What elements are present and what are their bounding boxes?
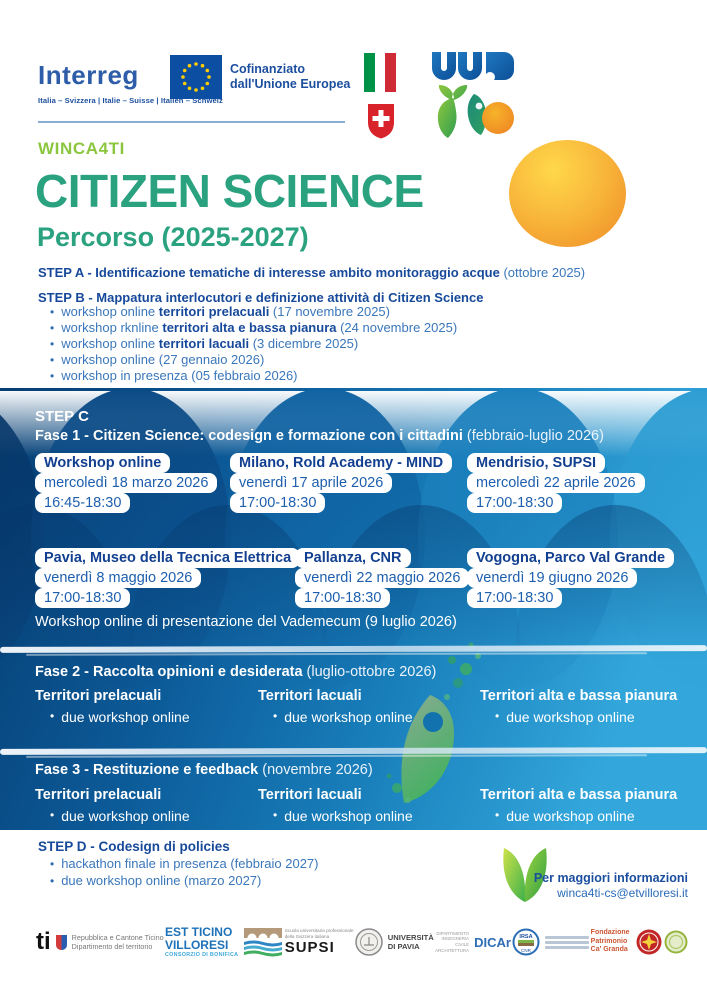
contact-email: winca4ti-cs@etvilloresi.it [557, 886, 688, 900]
brush-divider [0, 645, 707, 653]
territory-column [258, 688, 413, 725]
fase-1-title: Fase 1 - Citizen Science: codesign e formazione con i cittadini (febbraio-luglio 2026) [35, 428, 604, 444]
dicar-dept-text: ARCHITETTURA [435, 947, 470, 953]
event-card [295, 548, 469, 608]
event-title: Milano, Rold Academy - MIND [230, 453, 452, 473]
page-title: CITIZEN SCIENCE [35, 165, 424, 217]
cnr-mark: CNR [521, 948, 532, 953]
territory-bullet: • due workshop online [50, 709, 190, 725]
event-date: mercoledì 18 marzo 2026 [35, 473, 217, 493]
ticino-logo [36, 930, 164, 954]
event-time: 17:00-18:30 [467, 588, 562, 608]
partner-logo-strip [36, 916, 688, 968]
territory-heading: Territori prelacuali [35, 787, 162, 803]
pavia-logo [355, 928, 434, 956]
list-item: • workshop in presenza (05 febbraio 2026) [50, 368, 298, 383]
pavia-text: DI PAVIA [387, 942, 420, 951]
ca-granda-logo [591, 928, 663, 956]
ticino-text: Dipartimento del territorio [71, 942, 153, 951]
territory-heading: Territori lacuali [258, 688, 362, 704]
dicar-mark: DICAr [474, 934, 511, 950]
step-a-title: STEP A - Identificazione tematiche di interesse ambito monitoraggio acque (ottobre 2025) [38, 265, 586, 280]
irsa-cnr-logo [512, 928, 589, 956]
supsi-subtext: della Svizzera italiana [284, 933, 330, 939]
countries-line: Italia – Svizzera | Italie – Suisse | Italien – Schweiz [38, 96, 223, 105]
pavia-seal-icon [355, 928, 383, 956]
event-title: Pavia, Museo della Tecnica Elettrica [35, 548, 300, 568]
event-title: Mendrisio, SUPSI [467, 453, 605, 473]
contact-block [534, 871, 688, 901]
eu-flag-icon [170, 55, 222, 99]
event-time: 16:45-18:30 [35, 493, 130, 513]
villoresi-subtext: CONSORZIO DI BONIFICA [164, 951, 239, 958]
territory-column [35, 688, 190, 725]
event-title: Workshop online [35, 453, 170, 473]
event-card [230, 453, 452, 513]
irsa-seal-icon [512, 928, 540, 956]
ticino-shield-icon [56, 935, 67, 950]
event-time: 17:00-18:30 [230, 493, 325, 513]
list-item: • workshop online (27 gennaio 2026) [50, 352, 265, 367]
territory-heading: Territori prelacuali [35, 688, 162, 704]
step-c-label: STEP C [35, 408, 89, 425]
irsa-text-bars [545, 936, 589, 949]
event-title: Pallanza, CNR [295, 548, 411, 568]
ca-granda-emblem-icon [635, 928, 663, 956]
territory-heading: Territori lacuali [258, 787, 362, 803]
step-b-bullet-list [50, 304, 457, 384]
list-item: • workshop online territori lacuali (3 dicembre 2025) [50, 336, 359, 351]
territory-heading: Territori alta e bassa pianura [480, 787, 678, 803]
eu-cofunding-label: Cofinanziato dall'Unione Europea [230, 62, 351, 91]
territory-bullet: • due workshop online [273, 709, 413, 725]
territory-column [480, 688, 677, 725]
brush-divider [0, 747, 707, 755]
event-date: venerdì 17 aprile 2026 [230, 473, 392, 493]
supsi-logo [285, 928, 354, 957]
ticino-mark: ti [36, 928, 51, 955]
green-seal-icon [664, 930, 688, 954]
step-c-section [0, 388, 707, 830]
event-time: 17:00-18:30 [295, 588, 390, 608]
contact-title: Per maggiori informazioni [533, 871, 688, 885]
irsa-mark: IRSA [519, 934, 533, 940]
supsi-mark: SUPSI [284, 939, 335, 957]
villoresi-text: EST TICINO [164, 925, 233, 940]
territory-bullet: • due workshop online [495, 808, 635, 824]
territory-column [258, 787, 413, 824]
event-card [35, 453, 217, 513]
ca-granda-text: Ca' Granda [590, 946, 628, 954]
event-card [467, 548, 674, 608]
supsi-subtext: Scuola universitaria professionale [284, 927, 354, 933]
territory-column [35, 787, 190, 824]
dicar-dept-text: CIVILE [455, 942, 470, 947]
villoresi-bridge-icon [243, 926, 283, 958]
list-item: • due workshop online (marzo 2027) [50, 872, 262, 888]
ca-granda-text: Patrimonio [590, 937, 628, 945]
ticino-text: Repubblica e Cantone Ticino [71, 933, 164, 942]
villoresi-logo [165, 926, 283, 958]
project-name: WINCA4TI [38, 139, 125, 158]
event-date: venerdì 19 giugno 2026 [467, 568, 637, 588]
sun-graphic [509, 140, 626, 247]
page-subtitle: Percorso (2025-2027) [37, 222, 309, 252]
list-item: • workshop online territori prelacuali (17 novembre 2025) [50, 304, 390, 319]
step-d-title: STEP D - Codesign di policies [38, 839, 230, 854]
step-b-title: STEP B - Mappatura interlocutori e definizione attività di Citizen Science [38, 290, 484, 305]
list-item: • workshop rknline territori alta e bassa pianura (24 novembre 2025) [50, 320, 458, 335]
event-date: venerdì 22 maggio 2026 [295, 568, 469, 588]
ca-granda-text: Fondazione [590, 929, 630, 937]
winca-project-logo [430, 48, 516, 140]
step-d-bullet-list [50, 856, 319, 889]
territory-column [480, 787, 677, 824]
event-time: 17:00-18:30 [467, 493, 562, 513]
header-divider [38, 121, 345, 123]
event-card [467, 453, 645, 513]
italy-flag-icon [364, 53, 396, 92]
territory-bullet: • due workshop online [495, 709, 635, 725]
dicar-dept-text: DIPARTIMENTO [436, 930, 470, 936]
event-title: Vogogna, Parco Val Grande [467, 548, 674, 568]
event-card [35, 548, 300, 608]
event-time: 17:00-18:30 [35, 588, 130, 608]
territory-heading: Territori alta e bassa pianura [480, 688, 678, 704]
dicar-logo [435, 931, 511, 954]
pavia-text: UNIVERSITÀ [387, 932, 434, 942]
event-date: venerdì 8 maggio 2026 [35, 568, 201, 588]
event-date: mercoledì 22 aprile 2026 [467, 473, 645, 493]
territory-bullet: • due workshop online [50, 808, 190, 824]
villoresi-text: VILLORESI [164, 938, 229, 952]
dicar-dept-text: INGEGNERIA [441, 936, 470, 942]
list-item: • hackathon finale in presenza (febbraio 2027) [50, 856, 319, 871]
interreg-logo: Interreg [38, 60, 139, 90]
swiss-shield-icon [367, 103, 395, 139]
vademecum-line: Workshop online di presentazione del Vademecum (9 luglio 2026) [35, 614, 457, 630]
fase-2-title: Fase 2 - Raccolta opinioni e desiderata (luglio-ottobre 2026) [35, 664, 437, 680]
territory-bullet: • due workshop online [273, 808, 413, 824]
fase-3-title: Fase 3 - Restituzione e feedback (novembre 2026) [35, 762, 373, 778]
